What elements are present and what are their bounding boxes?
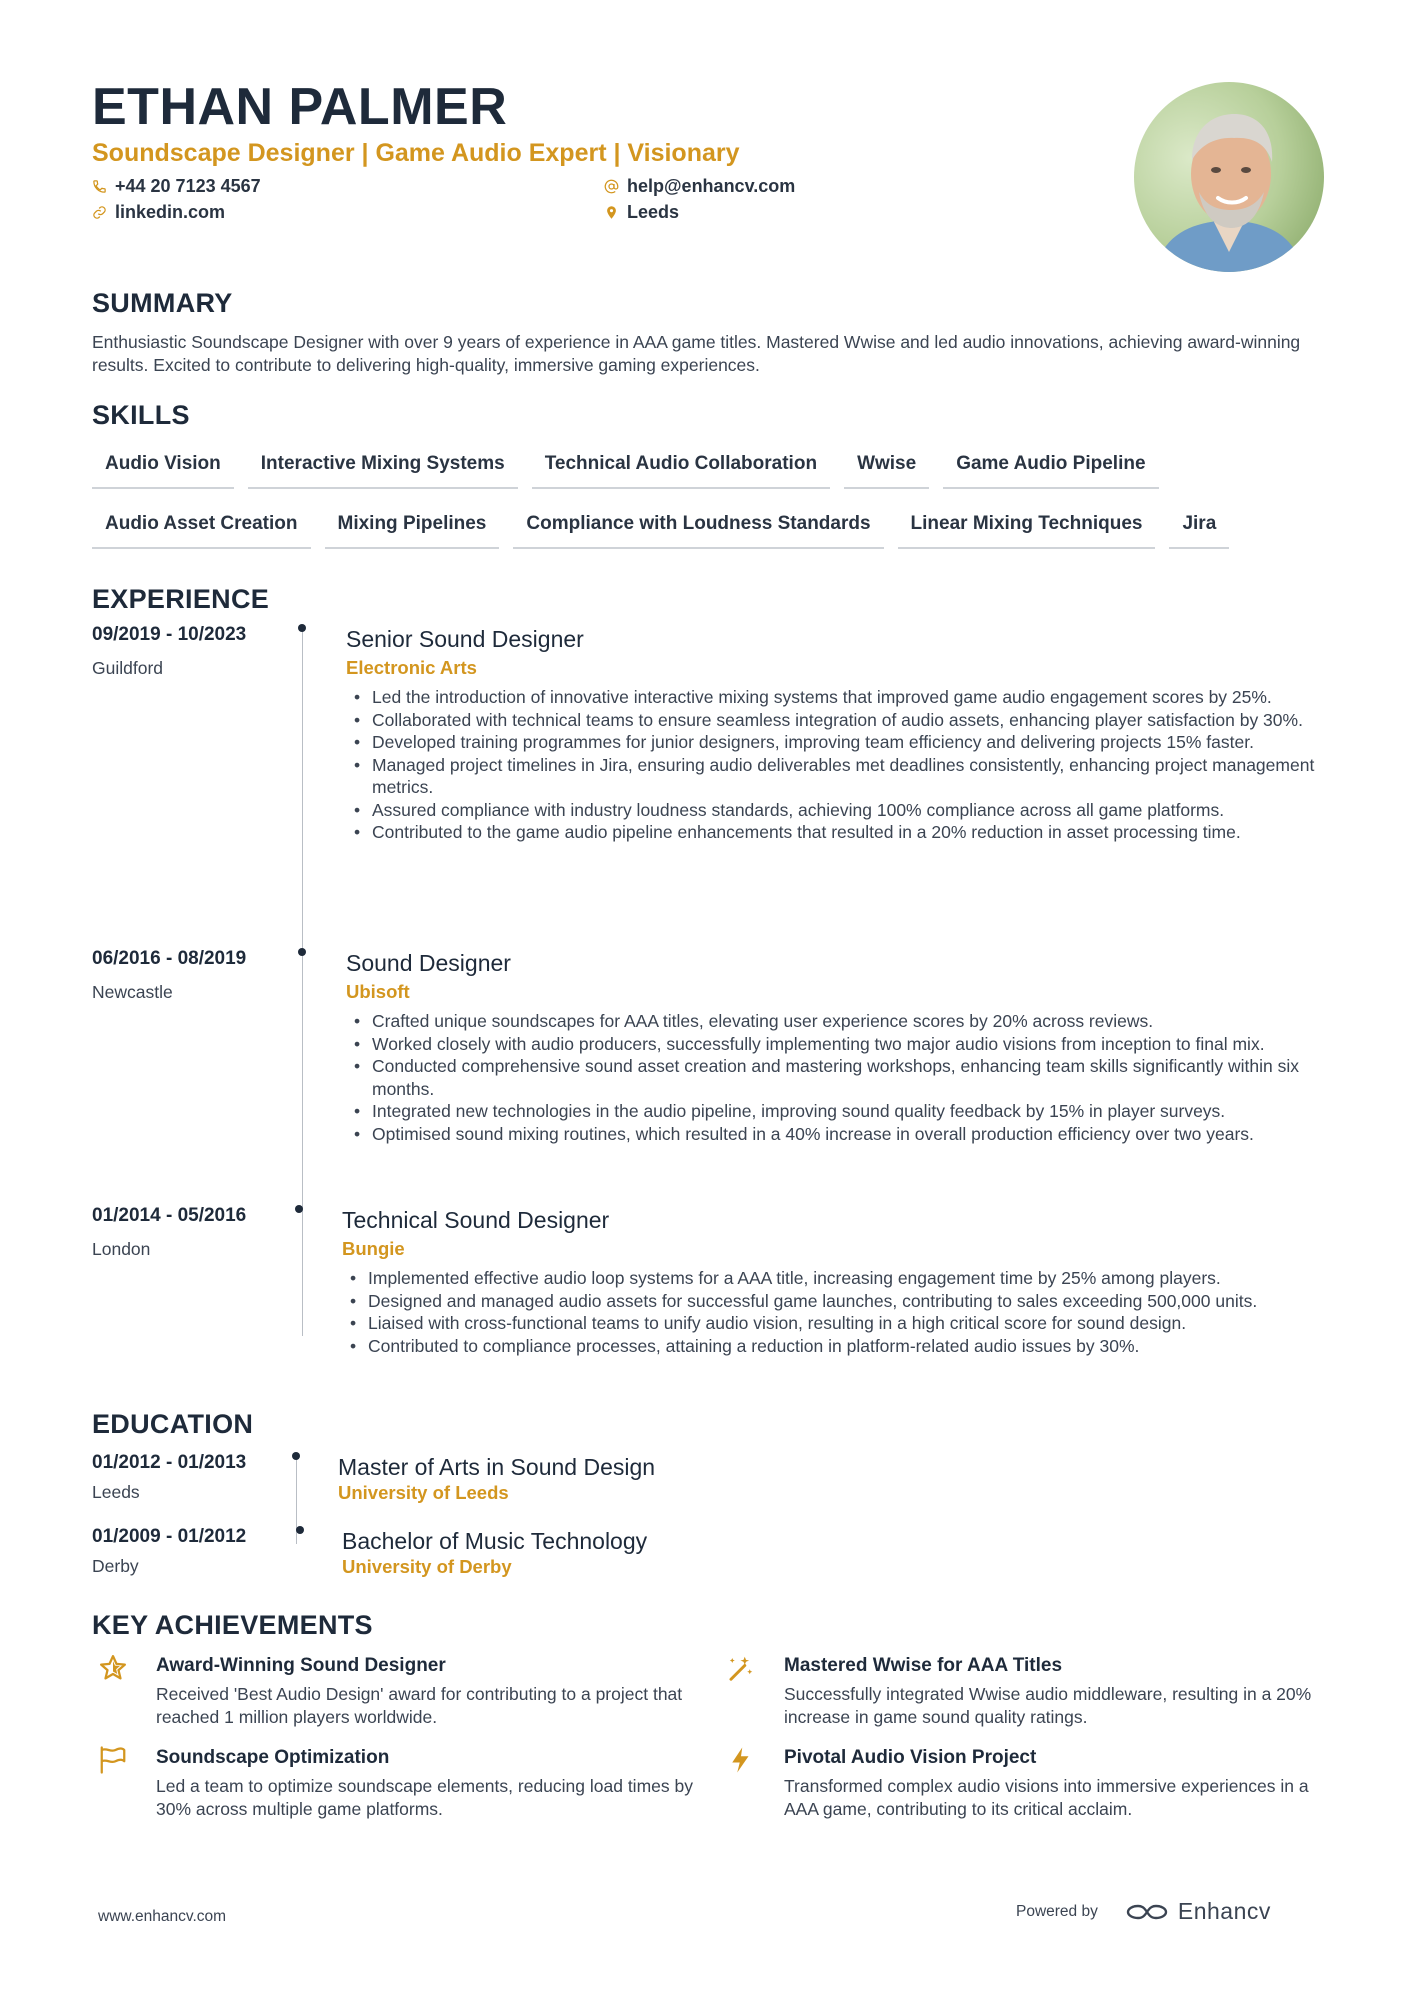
achievement-description: Transformed complex audio visions into immersive experiences in a AAA game, contributing to its critical acclaim. — [784, 1776, 1309, 1819]
experience-bullet: • Implemented effective audio loop systems for a AAA title, increasing engagement time by 25% among players. — [342, 1267, 1322, 1290]
skill-tag: Audio Vision — [92, 447, 234, 489]
enhancv-logo[interactable] — [1124, 1898, 1271, 1925]
achievement-title: Award-Winning Sound Designer — [156, 1655, 446, 1676]
candidate-name: ETHAN PALMER — [92, 78, 508, 136]
location-contact — [604, 200, 1004, 224]
experience-dates: 09/2019 - 10/2023 — [92, 624, 247, 645]
achievement-title: Soundscape Optimization — [156, 1747, 390, 1768]
experience-location: Guildford — [92, 658, 164, 678]
flag-icon — [98, 1745, 128, 1775]
experience-details — [346, 948, 1326, 1145]
experience-bullet: • Developed training programmes for junior designers, improving team efficiency and delivering projects 15% faster. — [346, 731, 1326, 754]
footer-website[interactable]: www.enhancv.com — [98, 1908, 227, 1925]
experience-bullets — [346, 1010, 1326, 1145]
header — [92, 78, 1092, 224]
experience-bullet: • Contributed to compliance processes, attaining a reduction in platform-related audio issues by 30%. — [342, 1335, 1322, 1358]
experience-bullet: • Crafted unique soundscapes for AAA titles, elevating user experience scores by 20% across reviews. — [346, 1010, 1326, 1033]
skill-tag: Technical Audio Collaboration — [532, 447, 830, 489]
powered-by-label: Powered by — [1016, 1902, 1098, 1920]
timeline-dot — [298, 624, 306, 632]
timeline-dot — [295, 1205, 303, 1213]
skills-row — [92, 447, 1332, 489]
enhancv-logo-icon — [1124, 1900, 1170, 1924]
summary-text: Enthusiastic Soundscape Designer with over 9 years of experience in AAA game titles. Mastered Wwise and led audio innovations, achieving award-winning results. Excited to contribute to delivering high-quality, immersive gaming experiences. — [92, 332, 1301, 375]
experience-role: Senior Sound Designer — [346, 626, 584, 652]
footer-branding — [1016, 1898, 1271, 1925]
experience-company: Bungie — [342, 1238, 405, 1259]
skills-heading: SKILLS — [92, 400, 190, 430]
skills-list — [92, 447, 1332, 567]
education-details — [342, 1526, 1142, 1578]
education-degree: Bachelor of Music Technology — [342, 1528, 648, 1554]
brand-name: Enhancv — [1177, 1898, 1271, 1924]
experience-bullet: • Optimised sound mixing routines, which resulted in a 40% increase in overall production efficiency over two years. — [346, 1123, 1326, 1146]
experience-role: Technical Sound Designer — [342, 1207, 610, 1233]
location-text: Leeds — [627, 202, 680, 222]
experience-bullet: • Integrated new technologies in the audio pipeline, improving sound quality feedback by 15% in player surveys. — [346, 1100, 1326, 1123]
lightning-icon — [726, 1745, 756, 1775]
education-degree: Master of Arts in Sound Design — [338, 1454, 656, 1480]
experience-bullet: • Conducted comprehensive sound asset creation and mastering workshops, enhancing team skills significantly within six months. — [346, 1055, 1326, 1100]
education-heading: EDUCATION — [92, 1409, 254, 1439]
experience-details — [342, 1205, 1322, 1357]
contact-info — [92, 174, 1092, 224]
experience-company: Electronic Arts — [346, 657, 477, 678]
experience-location: Newcastle — [92, 982, 173, 1002]
timeline-dot — [298, 948, 306, 956]
education-location: Leeds — [92, 1482, 140, 1502]
skill-tag: Linear Mixing Techniques — [898, 507, 1156, 549]
experience-bullet: • Managed project timelines in Jira, ensuring audio deliverables met deadlines consistently, enhancing project management metrics. — [346, 754, 1326, 799]
skill-tag: Game Audio Pipeline — [943, 447, 1158, 489]
profile-photo — [1134, 82, 1324, 272]
at-icon — [604, 179, 619, 194]
experience-bullets — [346, 686, 1326, 844]
candidate-title: Soundscape Designer | Game Audio Expert | Visionary — [92, 139, 740, 167]
education-dates: 01/2009 - 01/2012 — [92, 1526, 247, 1547]
skill-tag: Interactive Mixing Systems — [248, 447, 518, 489]
experience-bullet: • Contributed to the game audio pipeline enhancements that resulted in a 20% reduction in asset processing time. — [346, 821, 1326, 844]
achievement-title: Pivotal Audio Vision Project — [784, 1747, 1037, 1768]
education-location: Derby — [92, 1556, 139, 1576]
education-school: University of Derby — [342, 1556, 512, 1577]
link-icon — [92, 205, 107, 220]
experience-bullet: • Liaised with cross-functional teams to unify audio vision, resulting in a high critical score for sound design. — [342, 1312, 1322, 1335]
skill-tag: Compliance with Loudness Standards — [513, 507, 883, 549]
magic-wand-icon — [726, 1653, 756, 1683]
achievements-heading: KEY ACHIEVEMENTS — [92, 1610, 373, 1640]
experience-bullet: • Worked closely with audio producers, successfully implementing two major audio visions from inception to final mix. — [346, 1033, 1326, 1056]
summary-heading: SUMMARY — [92, 288, 233, 318]
phone-number: +44 20 7123 4567 — [115, 176, 261, 196]
linkedin-link: linkedin.com — [115, 202, 226, 222]
skill-tag: Jira — [1169, 507, 1229, 549]
phone-contact[interactable] — [92, 174, 604, 198]
skill-tag: Wwise — [844, 447, 929, 489]
experience-bullet: • Assured compliance with industry loudness standards, achieving 100% compliance across all game platforms. — [346, 799, 1326, 822]
phone-icon — [92, 179, 107, 194]
star-icon — [98, 1653, 128, 1683]
experience-company: Ubisoft — [346, 981, 410, 1002]
email-address: help@enhancv.com — [627, 176, 796, 196]
education-details — [338, 1452, 1138, 1504]
experience-bullet: • Collaborated with technical teams to ensure seamless integration of audio assets, enhancing player satisfaction by 30%. — [346, 709, 1326, 732]
skills-row — [92, 507, 1332, 549]
skill-tag: Mixing Pipelines — [325, 507, 500, 549]
experience-bullet: • Led the introduction of innovative interactive mixing systems that improved game audio engagement scores by 25%. — [346, 686, 1326, 709]
achievement-title: Mastered Wwise for AAA Titles — [784, 1655, 1063, 1676]
timeline-dot — [296, 1526, 304, 1534]
education-school: University of Leeds — [338, 1482, 509, 1503]
experience-details — [346, 624, 1326, 844]
timeline-dot — [292, 1452, 300, 1460]
linkedin-contact[interactable] — [92, 200, 604, 224]
experience-dates: 06/2016 - 08/2019 — [92, 948, 247, 969]
location-pin-icon — [604, 205, 619, 220]
experience-timeline-line — [302, 630, 303, 1336]
experience-dates: 01/2014 - 05/2016 — [92, 1205, 247, 1226]
experience-role: Sound Designer — [346, 950, 511, 976]
achievement-description: Led a team to optimize soundscape elements, reducing load times by 30% across multiple game platforms. — [156, 1776, 693, 1819]
education-dates: 01/2012 - 01/2013 — [92, 1452, 247, 1473]
experience-location: London — [92, 1239, 151, 1259]
avatar-portrait-icon — [1134, 82, 1324, 272]
achievement-description: Received 'Best Audio Design' award for contributing to a project that reached 1 million players worldwide. — [156, 1684, 683, 1727]
achievement-description: Successfully integrated Wwise audio middleware, resulting in a 20% increase in game sound quality ratings. — [784, 1684, 1312, 1727]
experience-heading: EXPERIENCE — [92, 584, 270, 614]
experience-bullet: • Designed and managed audio assets for successful game launches, contributing to sales exceeding 500,000 units. — [342, 1290, 1322, 1313]
experience-bullets — [342, 1267, 1322, 1357]
email-contact[interactable] — [604, 174, 1004, 198]
skill-tag: Audio Asset Creation — [92, 507, 311, 549]
